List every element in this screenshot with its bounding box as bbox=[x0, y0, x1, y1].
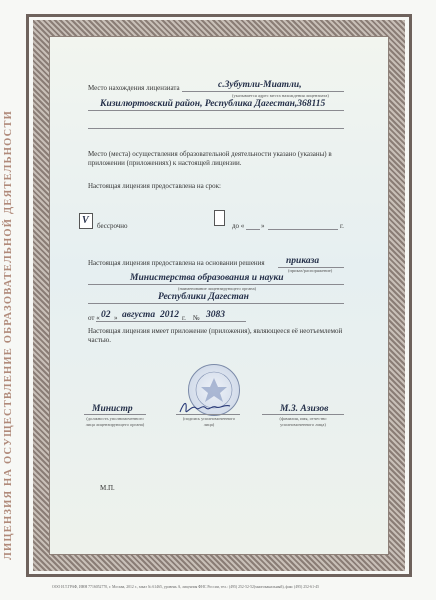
authority-hint: (наименование лицензирующего органа) bbox=[178, 286, 257, 291]
location-line-3 bbox=[88, 128, 344, 129]
signer-name: М.З. Азизов bbox=[280, 404, 329, 414]
location-value-1: с.Зубутли-Миатли, bbox=[218, 80, 302, 90]
signature-line bbox=[176, 414, 240, 415]
signer-title: Министр bbox=[92, 404, 133, 414]
basis-value: приказа bbox=[286, 256, 320, 266]
signature-hint: (подпись уполномоченного лица) bbox=[182, 416, 236, 427]
location-hint: (указывается адрес места нахождения лицензиата) bbox=[232, 93, 329, 98]
date-month: августа bbox=[122, 310, 156, 320]
term-year-suffix: г. bbox=[340, 222, 344, 230]
checkbox-mark: V bbox=[82, 215, 89, 226]
date-year-suffix: г. bbox=[182, 314, 186, 322]
signer-name-line bbox=[262, 414, 344, 415]
activity-place-text: Место (места) осуществления образовательной деятельности указано (указаны) в приложении (приложениях) к настоящей лицензии. bbox=[88, 150, 332, 167]
appendix-text: Настоящая лицензия имеет приложение (приложения), являющееся её неотъемлемой частью. bbox=[88, 327, 343, 344]
location-value-2: Кизилюртовский район, Республика Дагестан,368115 bbox=[100, 99, 326, 109]
term-text: Настоящая лицензия предоставлена на срок: bbox=[88, 182, 221, 190]
authority-value-1: Министерства образования и науки bbox=[130, 273, 284, 283]
authority-line-1 bbox=[88, 284, 344, 285]
side-title: ЛИЦЕНЗИЯ НА ОСУЩЕСТВЛЕНИЕ ОБРАЗОВАТЕЛЬНОЙ ДЕЯТЕЛЬНОСТИ bbox=[3, 109, 14, 560]
term-until-checkbox bbox=[214, 210, 225, 226]
authority-value-2: Республики Дагестан bbox=[158, 292, 249, 302]
term-until-suffix: » bbox=[261, 222, 265, 230]
stamp-label: М.П. bbox=[100, 484, 115, 492]
date-day: 02 bbox=[101, 310, 111, 320]
term-unlimited-label: бессрочно bbox=[97, 222, 128, 230]
term-unlimited-checkbox bbox=[79, 213, 93, 229]
date-year: 2012 bbox=[160, 310, 179, 320]
date-prefix: от « bbox=[88, 314, 100, 322]
location-label: Место нахождения лицензиата bbox=[88, 84, 180, 92]
number-value: 3083 bbox=[206, 310, 225, 320]
date-line bbox=[96, 321, 246, 322]
date-day-close: » bbox=[114, 314, 118, 322]
signer-title-line bbox=[84, 414, 146, 415]
term-month-line bbox=[268, 229, 338, 230]
printer-footer: ООО И.Т.ГРАФ, ИНН 7716052770, г. Москва, 2012 г., заказ № 61465, уровень А, лицензия ФНС России, тел.: (495) 252-52-52(многоканальный), факс (495) 252-61-45 bbox=[52, 585, 320, 589]
authority-line-2 bbox=[88, 303, 344, 304]
term-until-prefix: до « bbox=[232, 222, 245, 230]
location-line-2 bbox=[88, 110, 344, 111]
signature-icon bbox=[178, 398, 236, 418]
number-prefix: № bbox=[193, 314, 200, 322]
signer-name-hint: (фамилия, имя, отчество уполномоченного лица) bbox=[279, 416, 327, 427]
basis-text: Настоящая лицензия предоставлена на основании решения bbox=[88, 259, 265, 267]
basis-hint: (приказ/распоряжение) bbox=[288, 268, 333, 273]
signer-title-hint: (должность уполномоченного лица лицензирующего органа) bbox=[85, 416, 145, 427]
location-line-1 bbox=[182, 91, 344, 92]
term-day-line bbox=[246, 229, 260, 230]
